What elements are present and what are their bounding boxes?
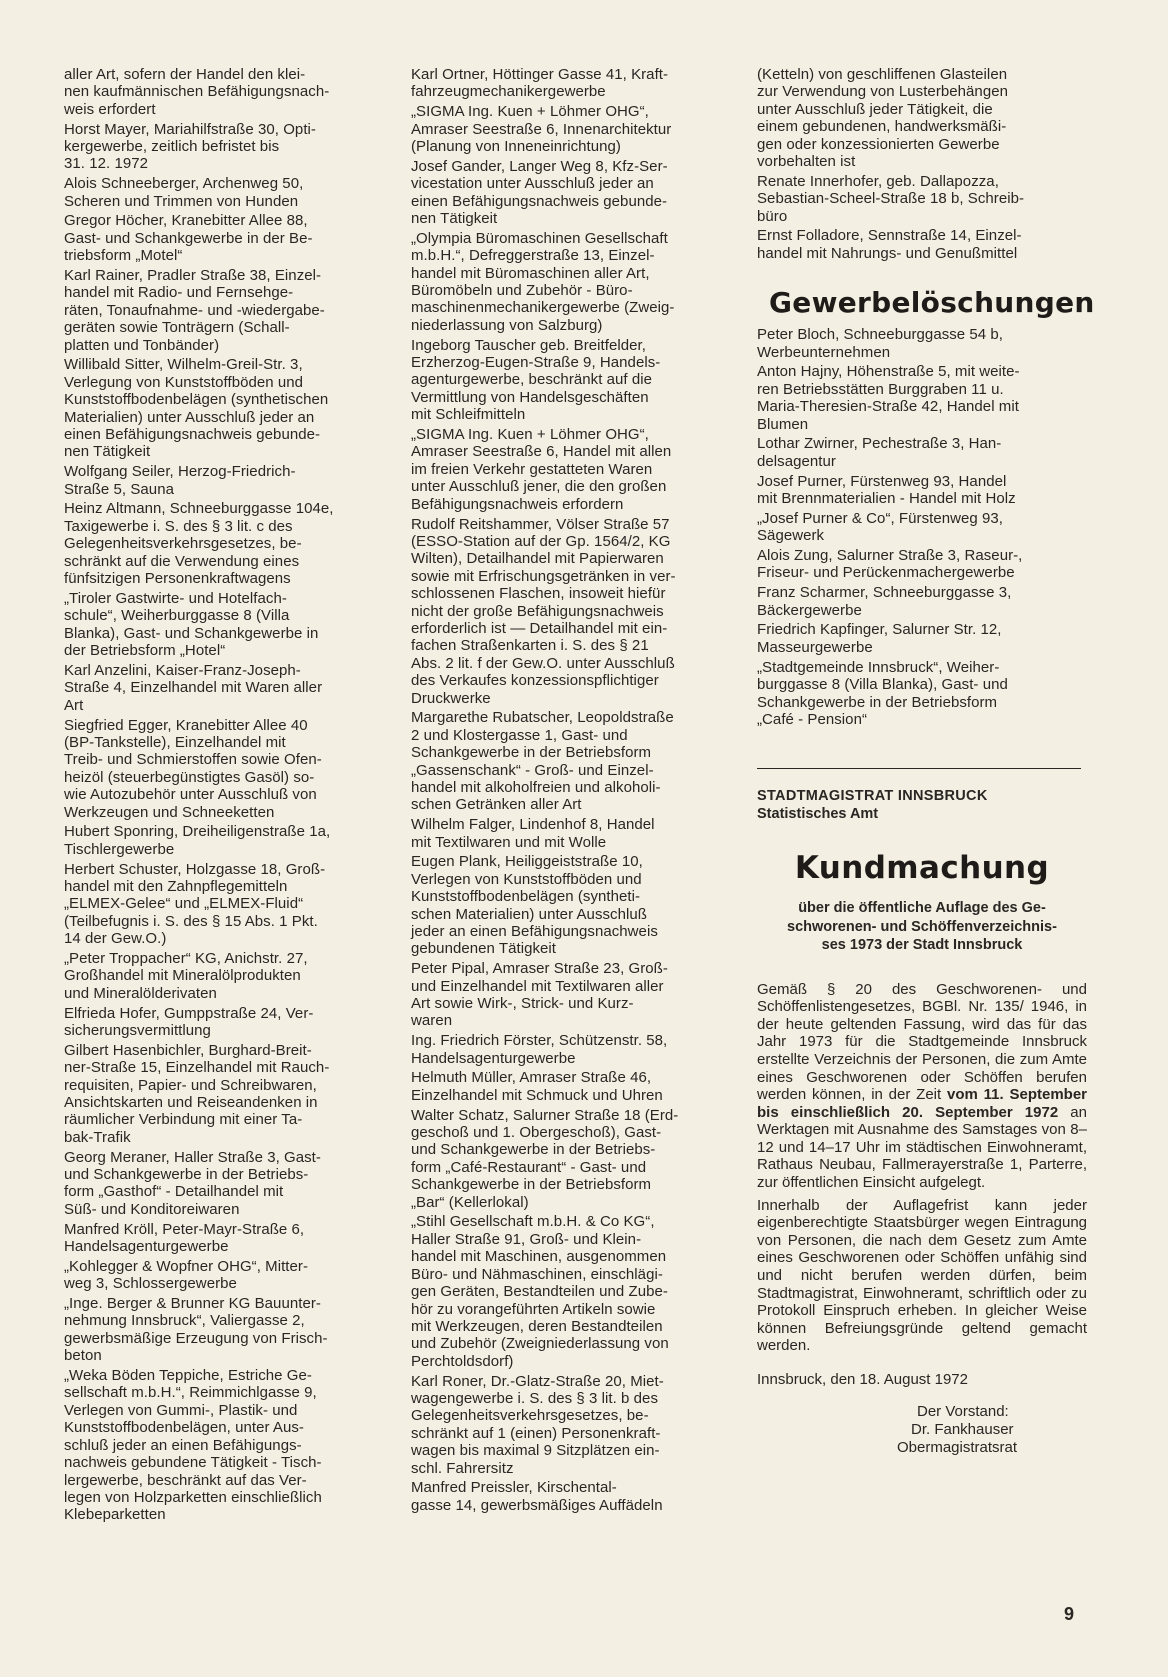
register-entry: Josef Purner, Fürstenweg 93, Handel mit Brennmaterialien - Handel mit Holz bbox=[757, 472, 1016, 508]
register-entry: Karl Anzelini, Kaiser-Franz-Joseph- Straße 4, Einzelhandel mit Waren aller Art bbox=[64, 661, 323, 714]
register-entry: Ing. Friedrich Förster, Schützenstr. 58, Handelsagenturgewerbe bbox=[411, 1032, 668, 1067]
register-entry: Karl Rainer, Pradler Straße 38, Einzel- handel mit Radio- und Fernsehge- räten, Tonaufnahme- und -wiedergabe- geräten sowie Tonträgern (Schall- platten und Tonbänder) bbox=[64, 267, 325, 354]
notice-paragraph-1: Gemäß § 20 des Geschworenen- und Schöffenlistengesetzes, BGBl. Nr. 135/ 1946, in der heute geltenden Fassung, wird das für das Jahr 1973 für die Stadtgemeinde Innsbruck erstellte Verzeichnis der Personen, die zum Amte eines Geschworenen oder Schöffen berufen werden können, in der Zeit vom 11. September bis einschließlich 20. September 1972 an Werktagen mit Ausnahme des Samstages von 8–12 und 14–17 Uhr im städtischen Einwohneramt, Rathaus Neubau, Fallmerayerstraße 1, Parterre, zur öffentlichen Einsicht aufgelegt. bbox=[757, 980, 1087, 1192]
register-entry: „SIGMA Ing. Kuen + Löhmer OHG“, Amraser Seestraße 6, Innenarchitektur (Planung von Inneneinrichtung) bbox=[411, 103, 672, 156]
column-3 bbox=[757, 66, 1095, 1457]
register-entry: Peter Bloch, Schneeburggasse 54 b, Werbeunternehmen bbox=[757, 326, 1004, 361]
notice-title: Kundmachung bbox=[794, 850, 1050, 887]
register-entry: Heinz Altmann, Schneeburggasse 104e, Taxigewerbe i. S. des § 3 lit. c des Gelegenheitsverkehrsgesetzes, be- schränkt auf die Verwendung eines fünfsitzigen Personenkraftwagens bbox=[64, 500, 334, 588]
register-entry: Georg Meraner, Haller Straße 3, Gast- und Schankgewerbe in der Betriebs- form „Gasthof“ - Detailhandel mit Süß- und Konditoreiwaren bbox=[64, 1148, 321, 1218]
register-entry: Rudolf Reitshammer, Völser Straße 57 (ESSO-Station auf der Gp. 1564/2, KG Wilten), Detailhandel mit Papierwaren sowie mit Erfrischungsgetränken in ver- schlossenen Flaschen, insoweit hiefür nicht der große Befähigungsnachweis erforderlich ist — Detailhandel mit ein- fachen Straßenkarten i. S. des § 21 Abs. 2 lit. f der Gew.O. unter Ausschluß des Verkaufes konzessionspflichtiger Druckwerke bbox=[411, 515, 676, 707]
register-entry: Eugen Plank, Heiliggeiststraße 10, Verlegen von Kunststoffböden und Kunststoffbodenbelägen (syntheti- schen Materialien) unter Ausschluß jeder an einen Befähigungsnachweis gebundenen Tätigkeit bbox=[411, 853, 658, 958]
register-entry: Elfrieda Hofer, Gumppstraße 24, Ver- sicherungsvermittlung bbox=[64, 1004, 314, 1039]
register-entry: Renate Innerhofer, geb. Dallapozza, Sebastian-Scheel-Straße 18 b, Schreib- büro bbox=[757, 172, 1025, 225]
register-entry: (Ketteln) von geschliffenen Glasteilen zur Verwendung von Lusterbehängen unter Ausschluß jeder Tätigkeit, die einem gebundenen, handwerksmäßi- gen oder konzessionierten Gewerbe vorbehalten ist bbox=[757, 66, 1009, 171]
register-entry: Margarethe Rubatscher, Leopoldstraße 2 und Klostergasse 1, Gast- und Schankgewerbe in der Betriebsform „Gassenschank“ - Groß- und Einzel- handel mit alkoholfreien und alkoholi- schen Getränken aller Art bbox=[411, 709, 674, 814]
column-2 bbox=[411, 66, 726, 1517]
register-entry: Walter Schatz, Salurner Straße 18 (Erd- geschoß und 1. Obergeschoß), Gast- und Schankgewerbe in der Betriebs- form „Café-Restaurant“ - Gast- und Schankgewerbe in der Betriebsform „Bar“ (Kellerlokal) bbox=[411, 1106, 679, 1211]
register-entry: „Olympia Büromaschinen Gesellschaft m.b.H.“, Defreggerstraße 13, Einzel- handel mit Büromaschinen aller Art, Büromöbeln und Zubehör - Büro- maschinenmechanikergewerbe (Zweig- niederlassung von Salzburg) bbox=[411, 229, 675, 334]
register-entry: Peter Pipal, Amraser Straße 23, Groß- und Einzelhandel mit Textilwaren aller Art sowie Wirk-, Strick- und Kurz- waren bbox=[411, 960, 668, 1030]
register-entry: aller Art, sofern der Handel den klei- nen kaufmännischen Befähigungsnach- weis erfordert bbox=[64, 66, 330, 118]
office-name: STADTMAGISTRAT INNSBRUCK bbox=[757, 788, 988, 805]
register-entry: „Peter Troppacher“ KG, Anichstr. 27, Großhandel mit Mineralölprodukten und Mineralölderivaten bbox=[64, 949, 308, 1002]
register-entry: Wolfgang Seiler, Herzog-Friedrich- Straße 5, Sauna bbox=[64, 463, 296, 498]
register-entry: Karl Ortner, Höttinger Gasse 41, Kraft- fahrzeugmechanikergewerbe bbox=[411, 66, 669, 101]
register-entry: Siegfried Egger, Kranebitter Allee 40 (BP-Tankstelle), Einzelhandel mit Treib- und Schmierstoffen sowie Ofen- heizöl (steuerbegünstigtes Gasöl) so- wie Autozubehör unter Ausschluß von Werkzeugen und Schneeketten bbox=[64, 716, 322, 821]
register-entry: Josef Gander, Langer Weg 8, Kfz-Ser- vicestation unter Ausschluß jeder an einen Befähigungsnachweis gebunde- nen Tätigkeit bbox=[411, 157, 668, 228]
page-number: 9 bbox=[1064, 1604, 1075, 1624]
signature-role: Der Vorstand: bbox=[917, 1402, 1009, 1420]
register-entry: „Josef Purner & Co“, Fürstenweg 93, Sägewerk bbox=[757, 509, 1004, 545]
signature-name: Dr. Fankhauser bbox=[911, 1420, 1014, 1438]
register-entry: Herbert Schuster, Holzgasse 18, Groß- handel mit den Zahnpflegemitteln „ELMEX-Gelee“ und „ELMEX-Fluid“ (Teilbefugnis i. S. des § 15 Abs. 1 Pkt. 14 der Gew.O.) bbox=[64, 860, 326, 948]
register-entry: Horst Mayer, Mariahilfstraße 30, Opti- kergewerbe, zeitlich befristet bis 31. 12. 1972 bbox=[64, 120, 316, 173]
register-entry: „Weka Böden Teppiche, Estriche Ge- sellschaft m.b.H.“, Reimmichlgasse 9, Verlegen von Gummi-, Plastik- und Kunststoffbodenbelägen, unter Aus- schluß jeder an einen Befähigungs- nachweis gebundene Tätigkeit - Tisch- lergewerbe, beschränkt auf das Ver- legen von Holzparketten einschließlich Klebeparketten bbox=[64, 1367, 322, 1524]
notice-paragraph-2: Innerhalb der Auflagefrist kann jeder eigenberechtigte Staatsbürger wegen Eintragung von Personen, die nach dem Gesetz zum Amte eines Geschworenen oder Schöffen unfähig sind und nicht berufen werden dürfen, beim Stadtmagistrat, Einwohneramt, schriftlich oder zu Protokoll Einspruch erheben. In gleicher Weise können Befreiungsgründe geltend gemacht werden. bbox=[757, 1196, 1087, 1355]
register-entry: „Stihl Gesellschaft m.b.H. & Co KG“, Haller Straße 91, Groß- und Klein- handel mit Maschinen, ausgenommen Büro- und Nähmaschinen, einschlägi- gen Geräten, Bestandteilen und Zube- hör zu vorangeführten Artikeln sowie mit Werkzeugen, deren Bestandteilen und Zubehör (Zweigniederlassung von Perchtoldsdorf) bbox=[411, 1213, 669, 1370]
deletions-heading: Gewerbelöschungen bbox=[769, 286, 1095, 320]
section-divider bbox=[757, 768, 1081, 769]
register-entry: Ingeborg Tauscher geb. Breitfelder, Erzherzog-Eugen-Straße 9, Handels- agenturgewerbe, beschränkt auf die Vermittlung von Handelsgeschäften mit Schleifmitteln bbox=[411, 336, 661, 424]
deletions-list bbox=[757, 326, 1087, 728]
register-entry: „Kohlegger & Wopfner OHG“, Mitter- weg 3, Schlossergewerbe bbox=[64, 1257, 308, 1293]
notice-dates: vom 11. September bis einschließlich 20. September 1972 bbox=[757, 1086, 1087, 1121]
register-entry: Gilbert Hasenbichler, Burghard-Breit- ner-Straße 15, Einzelhandel mit Rauch- requisiten, Papier- und Schreibwaren, Ansichtskarten und Reiseandenken in räumlicher Verbindung mit einer Ta- bak-Trafik bbox=[64, 1041, 330, 1146]
column-3-continued-entries bbox=[757, 66, 1087, 262]
register-entry: Anton Hajny, Höhenstraße 5, mit weite- ren Betriebsstätten Burggraben 11 u. Maria-Theresien-Straße 42, Handel mit Blumen bbox=[757, 363, 1020, 433]
register-entry: Willibald Sitter, Wilhelm-Greil-Str. 3, Verlegung von Kunststoffböden und Kunststoffbodenbelägen (synthetischen Materialien) unter Ausschluß jeder an einen Befähigungsnachweis gebunde- nen Tätigkeit bbox=[64, 356, 329, 461]
register-entry: Lothar Zwirner, Pechestraße 3, Han- delsagentur bbox=[757, 435, 1002, 470]
register-entry: „SIGMA Ing. Kuen + Löhmer OHG“, Amraser Seestraße 6, Handel mit allen im freien Verkehr gestatteten Waren unter Ausschluß jener, die den großen Befähigungsnachweis erfordern bbox=[411, 426, 672, 513]
register-entry: „Inge. Berger & Brunner KG Bauunter- nehmung Innsbruck“, Valiergasse 2, gewerbsmäßige Erzeugung von Frisch- beton bbox=[64, 1295, 328, 1365]
signature-block bbox=[897, 1402, 1087, 1457]
register-entry: „Stadtgemeinde Innsbruck“, Weiher- burggasse 8 (Villa Blanka), Gast- und Schankgewerbe in der Betriebsform „Café - Pension“ bbox=[757, 658, 1008, 728]
register-entry: „Tiroler Gastwirte- und Hotelfach- schule“, Weiherburggasse 8 (Villa Blanka), Gast- und Schankgewerbe in der Betriebsform „Hotel“ bbox=[64, 589, 319, 660]
register-entry: Wilhelm Falger, Lindenhof 8, Handel mit Textilwaren und mit Wolle bbox=[411, 816, 655, 851]
register-entry: Alois Schneeberger, Archenweg 50, Scheren und Trimmen von Hunden bbox=[64, 175, 304, 210]
register-entry: Friedrich Kapfinger, Salurner Str. 12, Masseurgewerbe bbox=[757, 621, 1002, 656]
notice-subtitle-text: über die öffentliche Auflage des Ge- schworenen- und Schöffenverzeichnis- ses 1973 der Stadt Innsbruck bbox=[787, 900, 1057, 954]
notice-date: Innsbruck, den 18. August 1972 bbox=[757, 1371, 968, 1388]
register-entry: Karl Roner, Dr.-Glatz-Straße 20, Miet- wagengewerbe i. S. des § 3 lit. b des Gelegenheitsverkehrsgesetzes, be- schränkt auf 1 (einen) Personenkraft- wagen bis maximal 9 Sitzplätzen ein- schl. Fahrersitz bbox=[411, 1372, 664, 1477]
register-entry: Ernst Folladore, Sennstraße 14, Einzel- handel mit Nahrungs- und Genußmittel bbox=[757, 227, 1022, 262]
register-entry: Hubert Sponring, Dreiheiligenstraße 1a, Tischlergewerbe bbox=[64, 823, 331, 858]
department-name: Statistisches Amt bbox=[757, 806, 879, 823]
register-entry: Alois Zung, Salurner Straße 3, Raseur-, Friseur- und Perückenmachergewerbe bbox=[757, 547, 1023, 582]
register-entry: Gregor Höcher, Kranebitter Allee 88, Gast- und Schankgewerbe in der Be- triebsform „Motel“ bbox=[64, 212, 313, 265]
register-entry: Manfred Kröll, Peter-Mayr-Straße 6, Handelsagenturgewerbe bbox=[64, 1220, 305, 1256]
register-entry: Franz Scharmer, Schneeburggasse 3, Bäckergewerbe bbox=[757, 584, 1012, 619]
column-1 bbox=[64, 66, 379, 1526]
signature-title: Obermagistratsrat bbox=[897, 1438, 1018, 1456]
notice-subtitle bbox=[757, 899, 1087, 954]
register-entry: Manfred Preissler, Kirschental- gasse 14, gewerbsmäßiges Auffädeln bbox=[411, 1479, 663, 1514]
register-entry: Helmuth Müller, Amraser Straße 46, Einzelhandel mit Schmuck und Uhren bbox=[411, 1069, 663, 1104]
